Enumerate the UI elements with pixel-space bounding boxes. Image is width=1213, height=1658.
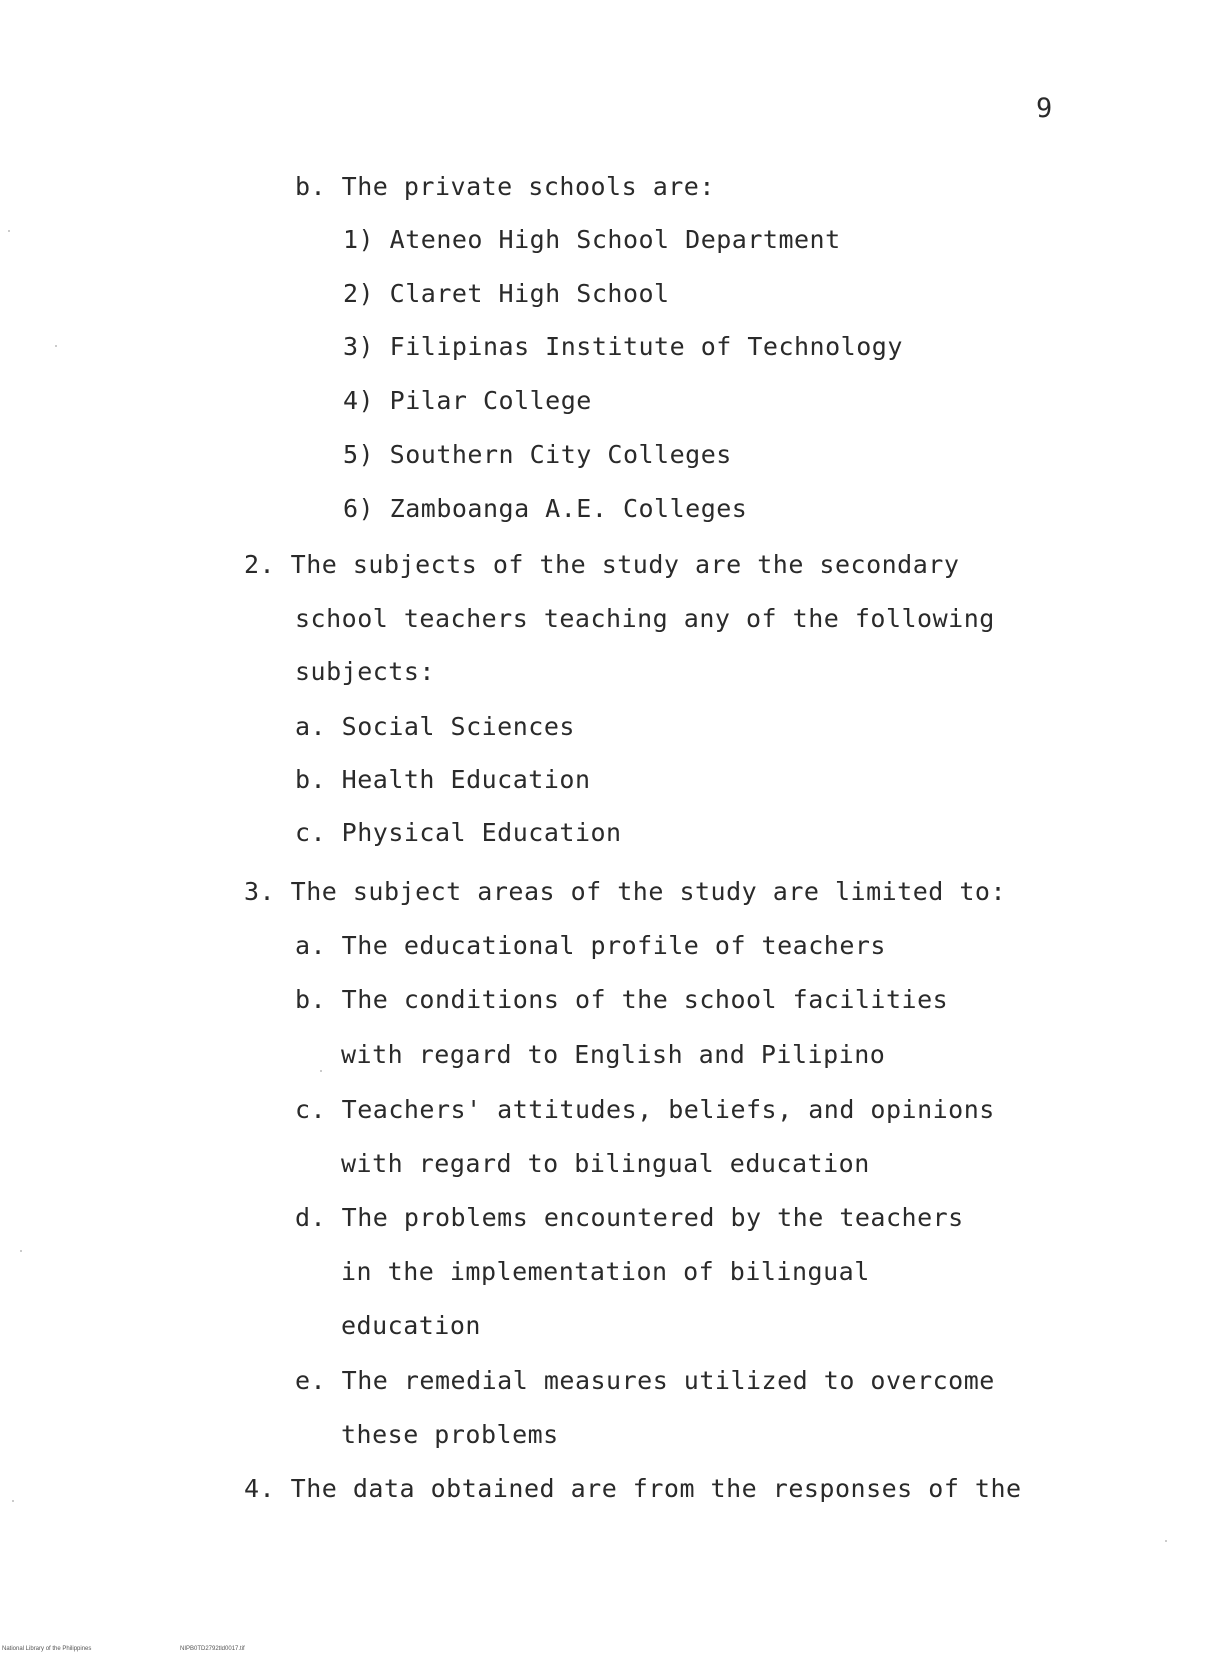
item-text: with regard to bilingual education: [341, 1149, 870, 1178]
item-text: The problems encountered by the teachers: [341, 1203, 964, 1232]
footer-file-label: NIPB0TD2792tld0017.tif: [180, 1646, 245, 1652]
list-item-2: [244, 550, 959, 580]
continuation-line: [341, 1420, 559, 1450]
item-text: Filipinas Institute of Technology: [389, 332, 903, 361]
item-label: e.: [295, 1366, 327, 1395]
item-text: The subjects of the study are the secondary: [290, 550, 960, 579]
item-label: 1): [343, 225, 375, 254]
item-label: 3.: [244, 877, 276, 906]
list-item-school-6: [343, 494, 747, 524]
item-text: Pilar College: [389, 386, 592, 415]
item-text: education: [341, 1311, 481, 1340]
continuation-line: [341, 1149, 870, 1179]
list-item-area-d: [295, 1203, 964, 1233]
item-label: b.: [295, 172, 327, 201]
scan-speck: [320, 1070, 322, 1072]
list-item-area-a: [295, 931, 886, 961]
list-item-school-5: [343, 440, 732, 470]
item-label: a.: [295, 931, 327, 960]
item-label: 4): [343, 386, 375, 415]
list-item-subject-b: [295, 765, 591, 795]
continuation-line: [341, 1311, 481, 1341]
scan-speck: [55, 345, 57, 347]
list-item-school-1: [343, 225, 841, 255]
item-text: with regard to English and Pilipino: [341, 1040, 886, 1069]
continuation-line: [295, 657, 435, 687]
item-text: subjects:: [295, 657, 435, 686]
item-text: Zamboanga A.E. Colleges: [389, 494, 748, 523]
list-item-subject-a: [295, 712, 575, 742]
item-text: The subject areas of the study are limited to:: [290, 877, 1007, 906]
item-label: 5): [343, 440, 375, 469]
item-text: Southern City Colleges: [389, 440, 732, 469]
scan-speck: [20, 1250, 22, 1252]
list-item-area-b: [295, 985, 948, 1015]
list-item-b: [295, 172, 715, 202]
item-label: c.: [295, 818, 327, 847]
item-text: The educational profile of teachers: [341, 931, 886, 960]
list-item-subject-c: [295, 818, 622, 848]
item-text: Claret High School: [389, 279, 670, 308]
item-label: 2.: [244, 550, 276, 579]
scan-speck: [12, 1500, 14, 1502]
item-text: Ateneo High School Department: [389, 225, 841, 254]
item-text: in the implementation of bilingual: [341, 1257, 870, 1286]
continuation-line: [295, 604, 995, 634]
list-item-school-4: [343, 386, 592, 416]
item-text: The data obtained are from the responses of the: [290, 1474, 1022, 1503]
scan-speck: [1165, 1540, 1167, 1542]
item-label: b.: [295, 765, 327, 794]
item-text: school teachers teaching any of the following: [295, 604, 995, 633]
item-text: Teachers' attitudes, beliefs, and opinions: [341, 1095, 995, 1124]
item-text: The remedial measures utilized to overcome: [341, 1366, 995, 1395]
list-item-area-e: [295, 1366, 995, 1396]
list-item-school-3: [343, 332, 903, 362]
item-label: 4.: [244, 1474, 276, 1503]
item-text: Health Education: [341, 765, 591, 794]
list-item-4: [244, 1474, 1022, 1504]
item-text: The conditions of the school facilities: [341, 985, 949, 1014]
list-item-school-2: [343, 279, 670, 309]
continuation-line: [341, 1257, 870, 1287]
item-text: Social Sciences: [341, 712, 575, 741]
item-label: a.: [295, 712, 327, 741]
footer-library-label: National Library of the Philippines: [2, 1646, 92, 1652]
item-label: c.: [295, 1095, 327, 1124]
list-item-3: [244, 877, 1006, 907]
item-text: Physical Education: [341, 818, 622, 847]
item-label: 6): [343, 494, 375, 523]
item-label: b.: [295, 985, 327, 1014]
item-label: d.: [295, 1203, 327, 1232]
item-label: 2): [343, 279, 375, 308]
item-text: these problems: [341, 1420, 559, 1449]
item-text: The private schools are:: [341, 172, 715, 201]
page-number: 9: [1036, 93, 1053, 124]
item-label: 3): [343, 332, 375, 361]
list-item-area-c: [295, 1095, 995, 1125]
scan-speck: [8, 230, 10, 232]
continuation-line: [341, 1040, 885, 1070]
